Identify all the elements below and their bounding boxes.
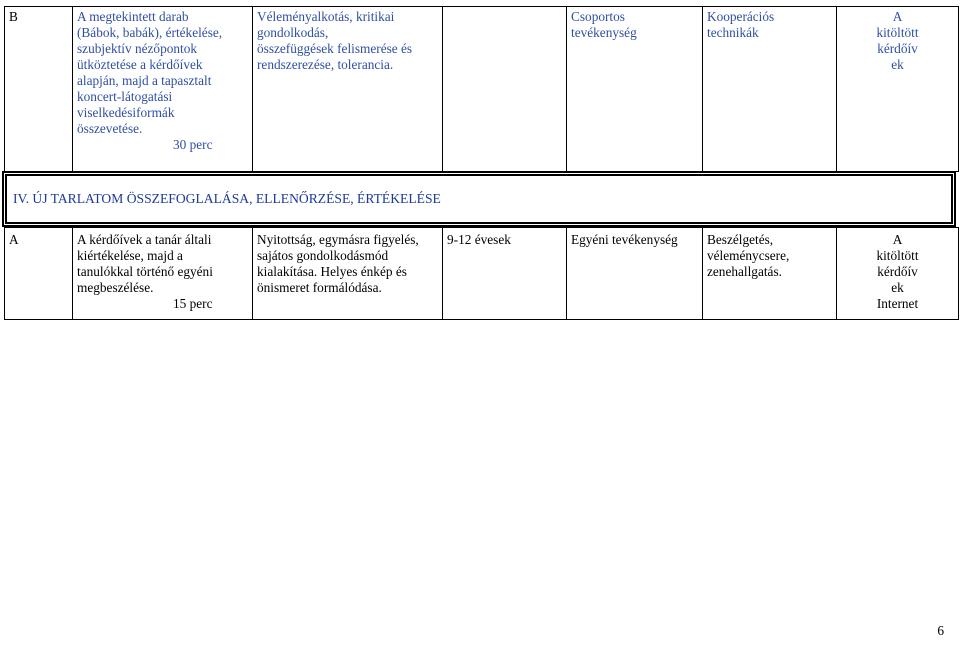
tools-cell <box>837 7 959 172</box>
section-heading-bar <box>2 171 956 227</box>
duration: 30 perc <box>173 137 213 152</box>
age-group: 9-12 évesek <box>447 232 511 247</box>
work-form-line: tevékenység <box>571 25 637 40</box>
work-form: Egyéni tevékenység <box>571 232 678 247</box>
skills-line: kialakítása. Helyes énkép és <box>257 264 407 279</box>
skills-cell <box>253 7 443 172</box>
skills-cell <box>253 228 443 320</box>
content-line: összevetése. <box>77 121 143 136</box>
table-row <box>5 228 959 320</box>
content-cell <box>73 228 253 320</box>
stage-code: A <box>9 232 19 247</box>
methods-line: zenehallgatás. <box>707 264 782 279</box>
content-line: ütköztetése a kérdőívek <box>77 57 203 72</box>
tools-line: ek <box>891 57 904 72</box>
stage-code-cell <box>5 7 73 172</box>
content-line: szubjektív nézőpontok <box>77 41 198 56</box>
content-line: megbeszélése. <box>77 280 154 295</box>
content-line: (Bábok, babák), értékelése, <box>77 25 223 40</box>
tools-line: kitöltött <box>876 25 919 40</box>
methods-line: Beszélgetés, <box>707 232 774 247</box>
skills-line: önismeret formálódása. <box>257 280 382 295</box>
tools-line: A <box>892 232 903 247</box>
age-cell <box>443 7 567 172</box>
content-line: viselkedésiformák <box>77 105 175 120</box>
activity-table-top <box>4 6 959 172</box>
table-row <box>5 7 959 172</box>
content-line: alapján, majd a tapasztalt <box>77 73 212 88</box>
skills-line: gondolkodás, <box>257 25 329 40</box>
tools-line: kérdőív <box>877 264 918 279</box>
duration: 15 perc <box>173 296 213 311</box>
work-form-cell <box>567 7 703 172</box>
stage-code-cell <box>5 228 73 320</box>
tools-line: Internet <box>876 296 919 311</box>
section-title: IV. ÚJ TARLATOM ÖSSZEFOGLALÁSA, ELLENŐRZÉSE, ÉRTÉKELÉSE <box>13 191 441 206</box>
content-line: A kérdőívek a tanár általi <box>77 232 212 247</box>
tools-line: kérdőív <box>877 41 918 56</box>
skills-line: rendszerezése, tolerancia. <box>257 57 394 72</box>
work-form-cell <box>567 228 703 320</box>
age-cell <box>443 228 567 320</box>
activity-table-bottom <box>4 227 959 320</box>
skills-line: Véleményalkotás, kritikai <box>257 9 395 24</box>
content-line: A megtekintett darab <box>77 9 189 24</box>
methods-line: Kooperációs <box>707 9 775 24</box>
content-line: koncert-látogatási <box>77 89 173 104</box>
skills-line: sajátos gondolkodásmód <box>257 248 389 263</box>
content-cell <box>73 7 253 172</box>
work-form-line: Csoportos <box>571 9 625 24</box>
tools-cell <box>837 228 959 320</box>
methods-cell <box>703 228 837 320</box>
tools-line: ek <box>891 280 904 295</box>
methods-cell <box>703 7 837 172</box>
content-line: kiértékelése, majd a <box>77 248 183 263</box>
page-number: 6 <box>937 623 944 638</box>
tools-line: kitöltött <box>876 248 919 263</box>
methods-line: véleménycsere, <box>707 248 790 263</box>
skills-line: összefüggések felismerése és <box>257 41 413 56</box>
tools-line: A <box>892 9 903 24</box>
stage-code: B <box>9 9 18 24</box>
content-line: tanulókkal történő egyéni <box>77 264 213 279</box>
skills-line: Nyitottság, egymásra figyelés, <box>257 232 419 247</box>
methods-line: technikák <box>707 25 759 40</box>
